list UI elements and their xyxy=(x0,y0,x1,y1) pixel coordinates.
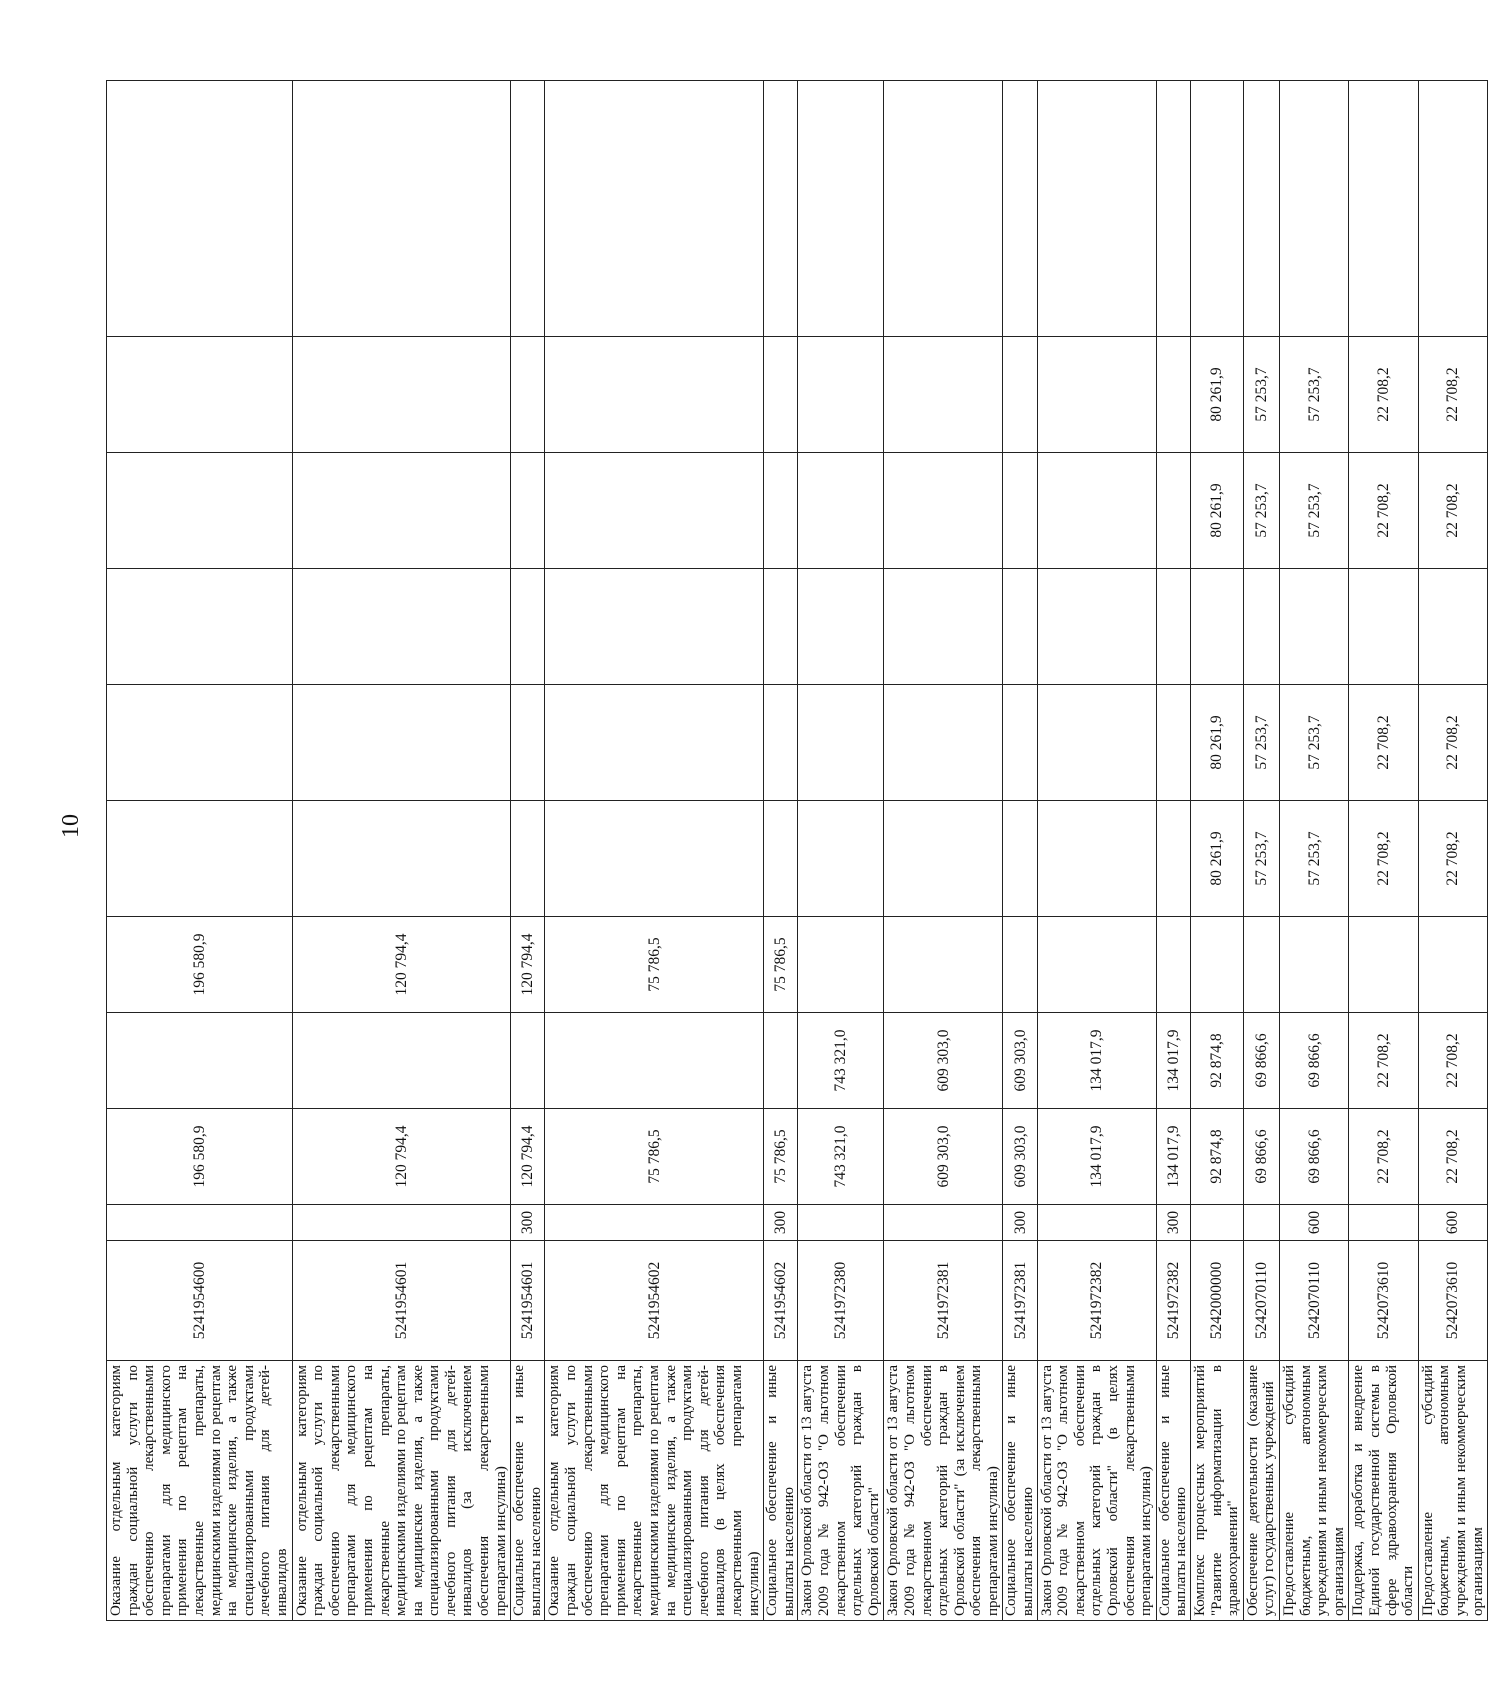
amount-2 xyxy=(545,801,764,917)
amount-2 xyxy=(292,801,511,917)
row-name: Оказание отдельным категориям граждан социальной услуги по обеспечению лекарственными препаратами для медицинского применения по рецептам на лекарственные препараты, медицинскими изделиями по рецептам на медицинские изделия, а также специализированными продуктами лечебного питания для детей-инвалидов xyxy=(107,1361,293,1621)
amount-3: 22 708,2 xyxy=(1349,453,1418,569)
amount-2 xyxy=(107,801,293,917)
amount-regional xyxy=(292,1013,511,1109)
amount-3-federal xyxy=(1003,81,1037,337)
expense-type xyxy=(1243,1205,1279,1241)
row-name: Предоставление субсидий бюджетным, автономным учреждениям и иным некоммерческим организациям xyxy=(1418,1361,1487,1621)
budget-code: 5241954600 xyxy=(107,1241,293,1361)
amount-total: 134 017,9 xyxy=(1156,1109,1190,1205)
row-name: Закон Орловской области от 13 августа 2009 года № 942-ОЗ "О льготном лекарственном обеспечении отдельных категорий граждан в Орловской области" xyxy=(798,1361,884,1621)
table-row xyxy=(1243,81,1279,1621)
amount-2-regional xyxy=(545,685,764,801)
amount-3-federal xyxy=(1349,81,1418,337)
row-name: Поддержка, доработка и внедрение Единой государственной системы в сфере здравоохранения Орловской области xyxy=(1349,1361,1418,1621)
row-name: Комплекс процессных мероприятий "Развитие информатизации в здравоохранении" xyxy=(1191,1361,1244,1621)
amount-2: 80 261,9 xyxy=(1191,801,1244,917)
amount-3-regional xyxy=(545,337,764,453)
expense-type xyxy=(545,1205,764,1241)
amount-regional xyxy=(545,1013,764,1109)
amount-total: 120 794,4 xyxy=(511,1109,545,1205)
amount-3 xyxy=(511,453,545,569)
amount-3 xyxy=(1156,453,1190,569)
amount-2-federal xyxy=(764,569,798,685)
amount-federal xyxy=(798,917,884,1013)
amount-2-federal xyxy=(1037,569,1156,685)
amount-federal: 75 786,5 xyxy=(545,917,764,1013)
expense-type: 600 xyxy=(1418,1205,1487,1241)
table-row xyxy=(107,81,293,1621)
amount-federal: 75 786,5 xyxy=(764,917,798,1013)
amount-regional: 609 303,0 xyxy=(1003,1013,1037,1109)
amount-3 xyxy=(292,453,511,569)
expense-type xyxy=(1037,1205,1156,1241)
amount-regional xyxy=(107,1013,293,1109)
amount-2 xyxy=(798,801,884,917)
amount-2-federal xyxy=(292,569,511,685)
amount-3-regional: 57 253,7 xyxy=(1243,337,1279,453)
amount-3: 80 261,9 xyxy=(1191,453,1244,569)
amount-regional: 22 708,2 xyxy=(1349,1013,1418,1109)
amount-3 xyxy=(764,453,798,569)
amount-federal xyxy=(1003,917,1037,1013)
amount-regional: 743 321,0 xyxy=(798,1013,884,1109)
amount-2-federal xyxy=(1003,569,1037,685)
row-name: Обеспечение деятельности (оказание услуг) государственных учреждений xyxy=(1243,1361,1279,1621)
amount-3-regional xyxy=(107,337,293,453)
amount-federal xyxy=(1191,917,1244,1013)
amount-3-regional xyxy=(292,337,511,453)
amount-3-regional xyxy=(1003,337,1037,453)
budget-code: 5241954602 xyxy=(545,1241,764,1361)
amount-total: 22 708,2 xyxy=(1418,1109,1487,1205)
amount-total: 134 017,9 xyxy=(1037,1109,1156,1205)
budget-code: 5241972380 xyxy=(798,1241,884,1361)
amount-3-regional: 22 708,2 xyxy=(1418,337,1487,453)
amount-3-regional xyxy=(798,337,884,453)
amount-3 xyxy=(884,453,1003,569)
amount-total: 92 874,8 xyxy=(1191,1109,1244,1205)
amount-2 xyxy=(1156,801,1190,917)
row-name: Социальное обеспечение и иные выплаты населению xyxy=(764,1361,798,1621)
amount-regional: 22 708,2 xyxy=(1418,1013,1487,1109)
expense-type: 300 xyxy=(1003,1205,1037,1241)
table-row xyxy=(1279,81,1348,1621)
amount-3-federal xyxy=(292,81,511,337)
amount-3-regional: 80 261,9 xyxy=(1191,337,1244,453)
table-row xyxy=(1156,81,1190,1621)
budget-code: 5241972382 xyxy=(1037,1241,1156,1361)
amount-2-regional xyxy=(1003,685,1037,801)
amount-regional xyxy=(511,1013,545,1109)
amount-2-regional: 22 708,2 xyxy=(1349,685,1418,801)
amount-3-federal xyxy=(1037,81,1156,337)
amount-2-regional: 57 253,7 xyxy=(1243,685,1279,801)
budget-code: 5241954601 xyxy=(511,1241,545,1361)
amount-2-regional xyxy=(1156,685,1190,801)
amount-total: 609 303,0 xyxy=(884,1109,1003,1205)
amount-2-regional xyxy=(292,685,511,801)
amount-federal xyxy=(1037,917,1156,1013)
amount-total: 609 303,0 xyxy=(1003,1109,1037,1205)
amount-2-federal xyxy=(545,569,764,685)
amount-2-regional: 22 708,2 xyxy=(1418,685,1487,801)
expense-type: 300 xyxy=(1156,1205,1190,1241)
amount-2: 22 708,2 xyxy=(1349,801,1418,917)
budget-code: 5242000000 xyxy=(1191,1241,1244,1361)
table-row xyxy=(1003,81,1037,1621)
amount-total: 120 794,4 xyxy=(292,1109,511,1205)
amount-2-regional xyxy=(764,685,798,801)
amount-3-federal xyxy=(511,81,545,337)
table-row xyxy=(884,81,1003,1621)
amount-regional xyxy=(764,1013,798,1109)
amount-federal xyxy=(1418,917,1487,1013)
amount-2-regional xyxy=(107,685,293,801)
budget-code: 5242070110 xyxy=(1279,1241,1348,1361)
budget-code: 5241954601 xyxy=(292,1241,511,1361)
amount-2-regional xyxy=(511,685,545,801)
amount-2-federal xyxy=(1279,569,1348,685)
amount-regional: 609 303,0 xyxy=(884,1013,1003,1109)
row-name: Закон Орловской области от 13 августа 2009 года № 942-ОЗ "О льготном лекарственном обеспечении отдельных категорий граждан в Орловской области" (в целях обеспечения лекарственными препаратами инсулина) xyxy=(1037,1361,1156,1621)
expense-type xyxy=(292,1205,511,1241)
amount-2-regional: 80 261,9 xyxy=(1191,685,1244,801)
expense-type: 600 xyxy=(1279,1205,1348,1241)
amount-federal xyxy=(1243,917,1279,1013)
amount-3-regional xyxy=(511,337,545,453)
amount-3-federal xyxy=(1243,81,1279,337)
amount-2-regional xyxy=(884,685,1003,801)
amount-federal xyxy=(1349,917,1418,1013)
amount-3 xyxy=(1003,453,1037,569)
expense-type xyxy=(884,1205,1003,1241)
expense-type xyxy=(1191,1205,1244,1241)
amount-regional: 69 866,6 xyxy=(1279,1013,1348,1109)
expense-type: 300 xyxy=(764,1205,798,1241)
expense-type xyxy=(107,1205,293,1241)
amount-2-federal xyxy=(1349,569,1418,685)
amount-2-regional xyxy=(1037,685,1156,801)
amount-2 xyxy=(764,801,798,917)
amount-regional: 134 017,9 xyxy=(1037,1013,1156,1109)
amount-3: 57 253,7 xyxy=(1243,453,1279,569)
amount-3-federal xyxy=(1418,81,1487,337)
amount-3 xyxy=(107,453,293,569)
table-row xyxy=(764,81,798,1621)
expense-type: 300 xyxy=(511,1205,545,1241)
amount-regional: 92 874,8 xyxy=(1191,1013,1244,1109)
table-row xyxy=(1349,81,1418,1621)
table-row xyxy=(511,81,545,1621)
amount-2-federal xyxy=(884,569,1003,685)
row-name: Социальное обеспечение и иные выплаты населению xyxy=(1156,1361,1190,1621)
table-row xyxy=(1037,81,1156,1621)
budget-code: 5241972381 xyxy=(884,1241,1003,1361)
budget-code: 5241972381 xyxy=(1003,1241,1037,1361)
amount-federal xyxy=(884,917,1003,1013)
amount-3 xyxy=(798,453,884,569)
amount-federal: 120 794,4 xyxy=(511,917,545,1013)
amount-total: 69 866,6 xyxy=(1243,1109,1279,1205)
amount-regional: 134 017,9 xyxy=(1156,1013,1190,1109)
amount-3-federal xyxy=(1191,81,1244,337)
amount-total: 743 321,0 xyxy=(798,1109,884,1205)
amount-total: 75 786,5 xyxy=(764,1109,798,1205)
budget-code: 5242073610 xyxy=(1418,1241,1487,1361)
amount-2 xyxy=(1003,801,1037,917)
amount-3: 22 708,2 xyxy=(1418,453,1487,569)
amount-3-regional: 22 708,2 xyxy=(1349,337,1418,453)
amount-3 xyxy=(1037,453,1156,569)
budget-code: 5242070110 xyxy=(1243,1241,1279,1361)
amount-3-regional xyxy=(1156,337,1190,453)
amount-3-regional: 57 253,7 xyxy=(1279,337,1348,453)
amount-2-federal xyxy=(798,569,884,685)
table-row xyxy=(1191,81,1244,1621)
amount-2 xyxy=(1037,801,1156,917)
expense-type xyxy=(798,1205,884,1241)
amount-3-federal xyxy=(764,81,798,337)
amount-2: 22 708,2 xyxy=(1418,801,1487,917)
amount-2-federal xyxy=(1156,569,1190,685)
budget-code: 5242073610 xyxy=(1349,1241,1418,1361)
table-row xyxy=(292,81,511,1621)
amount-2-regional: 57 253,7 xyxy=(1279,685,1348,801)
amount-3-federal xyxy=(545,81,764,337)
row-name: Оказание отдельным категориям граждан социальной услуги по обеспечению лекарственными препаратами для медицинского применения по рецептам на лекарственные препараты, медицинскими изделиями по рецептам на медицинские изделия, а также специализированными продуктами лечебного питания для детей-инвалидов (в целях обеспечения лекарственными препаратами инсулина) xyxy=(545,1361,764,1621)
amount-3 xyxy=(545,453,764,569)
amount-2-federal xyxy=(107,569,293,685)
amount-2-federal xyxy=(511,569,545,685)
amount-3: 57 253,7 xyxy=(1279,453,1348,569)
amount-2: 57 253,7 xyxy=(1279,801,1348,917)
amount-federal xyxy=(1156,917,1190,1013)
amount-3-federal xyxy=(884,81,1003,337)
amount-2: 57 253,7 xyxy=(1243,801,1279,917)
row-name: Социальное обеспечение и иные выплаты населению xyxy=(1003,1361,1037,1621)
table-row xyxy=(1418,81,1487,1621)
table-row xyxy=(798,81,884,1621)
amount-total: 22 708,2 xyxy=(1349,1109,1418,1205)
amount-total: 196 580,9 xyxy=(107,1109,293,1205)
row-name: Социальное обеспечение и иные выплаты населению xyxy=(511,1361,545,1621)
row-name: Закон Орловской области от 13 августа 2009 года № 942-ОЗ "О льготном лекарственном обеспечении отдельных категорий граждан в Орловской области" (за исключением обеспечения лекарственными препаратами инсулина) xyxy=(884,1361,1003,1621)
row-name: Предоставление субсидий бюджетным, автономным учреждениям и иным некоммерческим организациям xyxy=(1279,1361,1348,1621)
table-row xyxy=(545,81,764,1621)
amount-total: 69 866,6 xyxy=(1279,1109,1348,1205)
amount-3-regional xyxy=(884,337,1003,453)
amount-2-federal xyxy=(1243,569,1279,685)
amount-regional: 69 866,6 xyxy=(1243,1013,1279,1109)
amount-3-federal xyxy=(1279,81,1348,337)
amount-3-federal xyxy=(1156,81,1190,337)
amount-2-federal xyxy=(1418,569,1487,685)
amount-3-federal xyxy=(798,81,884,337)
amount-federal xyxy=(1279,917,1348,1013)
amount-federal: 120 794,4 xyxy=(292,917,511,1013)
budget-code: 5241972382 xyxy=(1156,1241,1190,1361)
amount-federal: 196 580,9 xyxy=(107,917,293,1013)
amount-2-regional xyxy=(798,685,884,801)
amount-3-federal xyxy=(107,81,293,337)
budget-code: 5241954602 xyxy=(764,1241,798,1361)
amount-3-regional xyxy=(764,337,798,453)
amount-3-regional xyxy=(1037,337,1156,453)
row-name: Оказание отдельным категориям граждан социальной услуги по обеспечению лекарственными препаратами для медицинского применения по рецептам на лекарственные препараты, медицинскими изделиями по рецептам на медицинские изделия, а также специализированными продуктами лечебного питания для детей-инвалидов (за исключением обеспечения лекарственными препаратами инсулина) xyxy=(292,1361,511,1621)
amount-2 xyxy=(884,801,1003,917)
expense-type xyxy=(1349,1205,1418,1241)
amount-2-federal xyxy=(1191,569,1244,685)
page-number: 10 xyxy=(58,814,84,838)
amount-total: 75 786,5 xyxy=(545,1109,764,1205)
amount-2 xyxy=(511,801,545,917)
budget-table xyxy=(106,80,1488,1621)
